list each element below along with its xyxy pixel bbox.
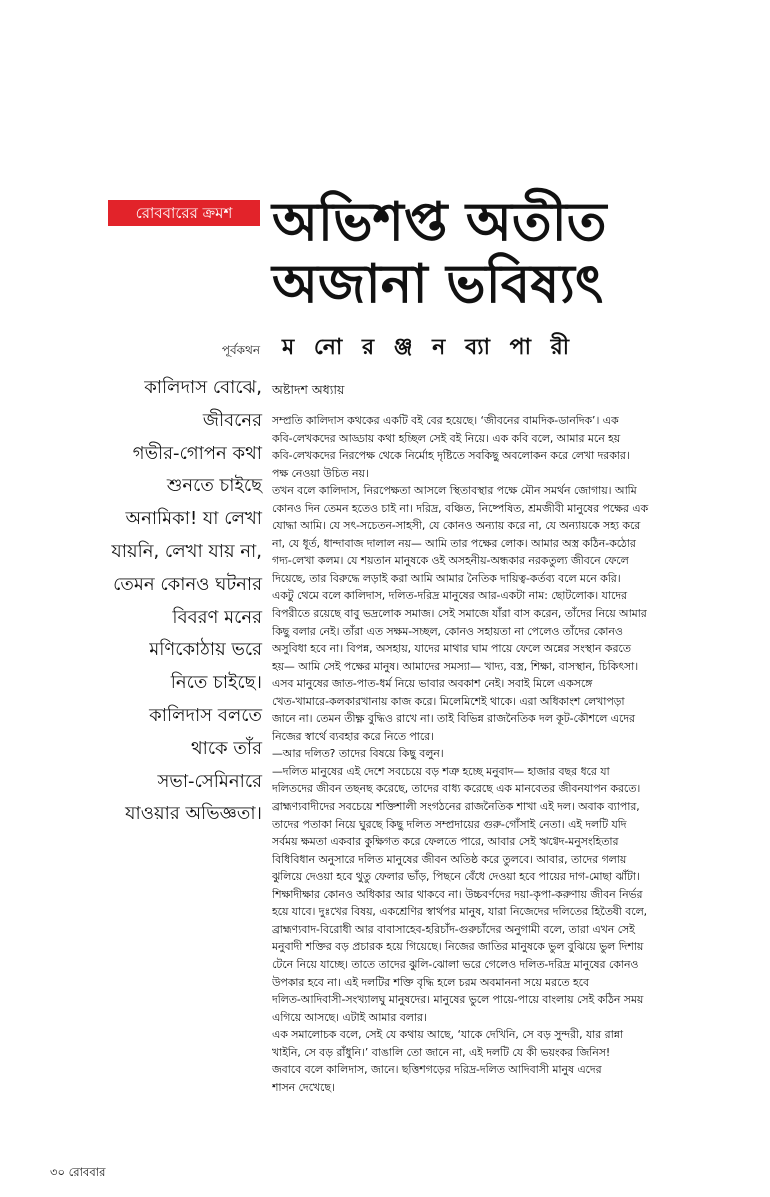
body-line: —দলিত মানুষের এই দেশে সবচেয়ে বড় শত্রু হচ্ছে মনুবাদ— হাজার বছর ধরে যা [272, 764, 610, 778]
body-line: হয়ে যাবে। দুঃখের বিষয়, একশ্রেণির স্বার্থপর মানুষ, যারা নিজেদের দলিতের হিতৈষী বলে, [272, 905, 648, 919]
body-line: না, যে ধূর্ত, ধান্দাবাজ দালাল নয়— আমি তার পক্ষের লোক। আমার অস্ত্র কঠিন-কঠোর [272, 536, 636, 550]
body-line: কিছু বলার নেই। তাঁরা এত সক্ষম-সচ্ছল, কোনও সহায়তা না পেলেও তাঁদের কোনও [272, 624, 623, 638]
pull-quote [64, 372, 262, 831]
body-line: উপকার হবে না। এই দলটির শক্তি বৃদ্ধি হলে চরম অবমাননা সয়ে মরতে হবে [272, 975, 589, 989]
pull-quote-line: তেমন কোনও ঘটনার [113, 573, 262, 595]
body-line: শাসন দেখেছে। [272, 1080, 335, 1094]
title-line-2: অজানা ভবিষ্যৎ [272, 254, 604, 315]
pull-quote-line: যাওয়ার অভিজ্ঞতা। [125, 803, 262, 825]
pull-quote-line: সভা-সেমিনারে [157, 770, 262, 792]
pull-quote-line: নিতে চাইছে। [170, 672, 262, 694]
intro-label: পূর্বকথন [221, 343, 260, 357]
author-name: ম নো র ঞ্জ ন ব্যা পা রী [282, 335, 576, 360]
body-line: দলিত-আদিবাসী-সংখ্যালঘু মানুষদের। মানুষের ভুলে পায়ে-পায়ে বাংলায় সেই কঠিন সময় [272, 993, 644, 1007]
body-line: —আর দলিত? তাদের বিষয়ে কিছু বলুন। [272, 747, 444, 761]
body-line: যোদ্ধা আমি। যে সৎ-সচেতন-সাহসী, যে কোনও অন্যায় করে না, যে অন্যায়কে সহ্য করে [272, 519, 641, 533]
body-line: দলিতদের জীবন তছনছ করেছে, তাদের বাধ্য করেছে এক মানবেতর জীবনযাপন করতে। [272, 782, 641, 796]
body-line: তাদের পতাকা নিয়ে ঘুরছে কিছু দলিত সম্প্রদায়ের গুরু-গোঁসাই নেতা। এই দলটি যদি [272, 817, 627, 831]
pull-quote-line: শুনতে চাইছে [166, 475, 262, 497]
body-line: টেনে নিয়ে যাচ্ছে। তাতে তাদের ঝুলি-ঝোলা ভরে গেলেও দলিত-দরিদ্র মানুষের কোনও [272, 957, 639, 971]
pull-quote-line: মণিকোঠায় ভরে [149, 639, 262, 661]
body-line: গদ্য-লেখা কলম। যে শয়তান মানুষকে ওই অসহনীয়-অন্ধকার নরকতুল্য জীবনে ফেলে [272, 554, 629, 568]
body-line: বিধিবিধান অনুসারে দলিত মানুষের জীবন অতিষ্ঠ করে তুলবে। আবার, তাদের গলায় [272, 852, 627, 866]
body-line: হয়— আমি সেই পক্ষের মানুষ। আমাদের সমস্যা— খাদ্য, বস্ত্র, শিক্ষা, বাসস্থান, চিকিৎসা। [272, 659, 639, 673]
body-line: অসুবিধা হবে না। বিপন্ন, অসহায়, যাদের মাথার ঘাম পায়ে ফেলে অন্নের সংস্থান করতে [272, 642, 631, 656]
article-title [272, 192, 762, 316]
body-line: খাইনি, সে বড় রাঁধুনি।’ বাঙালি তো জানে না, এই দলটি যে কী ভয়ংকর জিনিস! [272, 1045, 611, 1059]
pull-quote-line: অনামিকা! যা লেখা [125, 508, 262, 530]
body-line: পক্ষ নেওয়া উচিত নয়। [272, 466, 369, 480]
pull-quote-line: কালিদাস বলতে [149, 704, 262, 726]
series-tag: রোববারের ক্রমশ [108, 200, 260, 226]
body-line: এসব মানুষের জাত-পাত-ধর্ম নিয়ে ভাবার অবকাশ নেই। সবাই মিলে একসঙ্গে [272, 677, 593, 691]
body-line: ব্রাহ্মণ্যবাদ-বিরোধী আর বাবাসাহেব-হরিচাঁদ-গুরুচাঁদের অনুগামী বলে, তারা এখন সেই [272, 922, 635, 936]
body-line: বিপরীতে রয়েছে বাবু ভদ্রলোক সমাজ। সেই সমাজে যাঁরা বাস করেন, তাঁদের নিয়ে আমার [272, 607, 647, 621]
title-line-1: অভিশপ্ত অতীত [272, 192, 607, 253]
body-line: নিজের স্বার্থে ব্যবহার করে নিতে পারে। [272, 729, 434, 743]
body-line: শিক্ষাদীক্ষার কোনও অধিকার আর থাকবে না। উচ্চবর্ণদের দয়া-কৃপা-করুণায় জীবন নির্ভর [272, 887, 643, 901]
chapter-heading: অষ্টাদশ অধ্যায় [272, 382, 345, 397]
body-line: ঝুলিয়ে দেওয়া হবে থুতু ফেলার ভাঁড়, পিছনে বেঁধে দেওয়া হবে পায়ের দাগ-মোছা ঝাঁটা। [272, 870, 640, 884]
body-line: সর্বময় ক্ষমতা একবার কুক্ষিগত করে ফেলতে পারে, আবার সেই ঋগ্বেদ-মনুসংহিতার [272, 835, 619, 849]
pull-quote-line: বিবরণ মনের [172, 606, 262, 628]
body-line: জানে না। তেমন তীক্ষ্ণ বুদ্ধিও রাখে না। তাই বিভিন্ন রাজনৈতিক দল কূট-কৌশলে এদের [272, 712, 635, 726]
page-footer: ৩০ রোববার [50, 1165, 106, 1179]
body-line: দিয়েছে, তার বিরুদ্ধে লড়াই করা আমি আমার নৈতিক দায়িত্ব-কর্তব্য বলে মনে করি। [272, 571, 621, 585]
pull-quote-line: জীবনের [202, 409, 262, 431]
pull-quote-line: গভীর-গোপন কথা [132, 442, 262, 464]
body-line: জবাবে বলে কালিদাস, জানে। ছত্তিশগড়ের দরিদ্র-দলিত আদিবাসী মানুষ এদের [272, 1063, 602, 1077]
body-line: এগিয়ে আসছে। এটাই আমার বলার। [272, 1010, 427, 1024]
pull-quote-line: থাকে তাঁর [190, 737, 262, 759]
body-line: কোনও দিন তেমন হতেও চাই না। দরিদ্র, বঞ্চিত, নিষ্পেষিত, শ্রমজীবী মানুষের পক্ষের এক [272, 501, 649, 515]
body-line: মনুবাদী শক্তির বড় প্রচারক হয়ে গিয়েছে। নিজের জাতির মানুষকে ভুল বুঝিয়ে ভুল দিশায় [272, 940, 644, 954]
body-line: কবি-লেখকদের আড্ডায় কথা হচ্ছিল সেই বই নিয়ে। এক কবি বলে, আমার মনে হয় [272, 431, 621, 445]
pull-quote-line: কালিদাস বোঝে, [144, 377, 262, 398]
body-line: খেত-খামারে-কলকারখানায় কাজ করে। মিলেমিশেই থাকে। এরা অধিকাংশ লেখাপড়া [272, 694, 625, 708]
body-line: তখন বলে কালিদাস, নিরপেক্ষতা আসলে স্থিতাবস্থার পক্ষে মৌন সমর্থন জোগায়। আমি [272, 484, 637, 498]
body-line: কবি-লেখকদের নিরপেক্ষ থেকে নির্মোহ দৃষ্টিতে সবকিছু অবলোকন করে লেখা দরকার। [272, 449, 630, 463]
pull-quote-line: যায়নি, লেখা যায় না, [111, 540, 262, 562]
body-line: ব্রাহ্মণ্যবাদীদের সবচেয়ে শক্তিশালী সংগঠনের রাজনৈতিক শাখা এই দল। অবাক ব্যাপার, [272, 800, 640, 814]
body-line: এক সমালোচক বলে, সেই যে কথায় আছে, ‘যাকে দেখিনি, সে বড় সুন্দরী, যার রান্না [272, 1028, 624, 1042]
body-line: একটু থেমে বলে কালিদাস, দলিত-দরিদ্র মানুষের আর-একটা নাম: ছোটলোক। যাদের [272, 589, 627, 603]
article-body [272, 412, 750, 1096]
body-line: সম্প্রতি কালিদাস কথকের একটি বই বের হয়েছে। ‘জীবনের বামদিক-ডানদিক’। এক [272, 414, 619, 427]
